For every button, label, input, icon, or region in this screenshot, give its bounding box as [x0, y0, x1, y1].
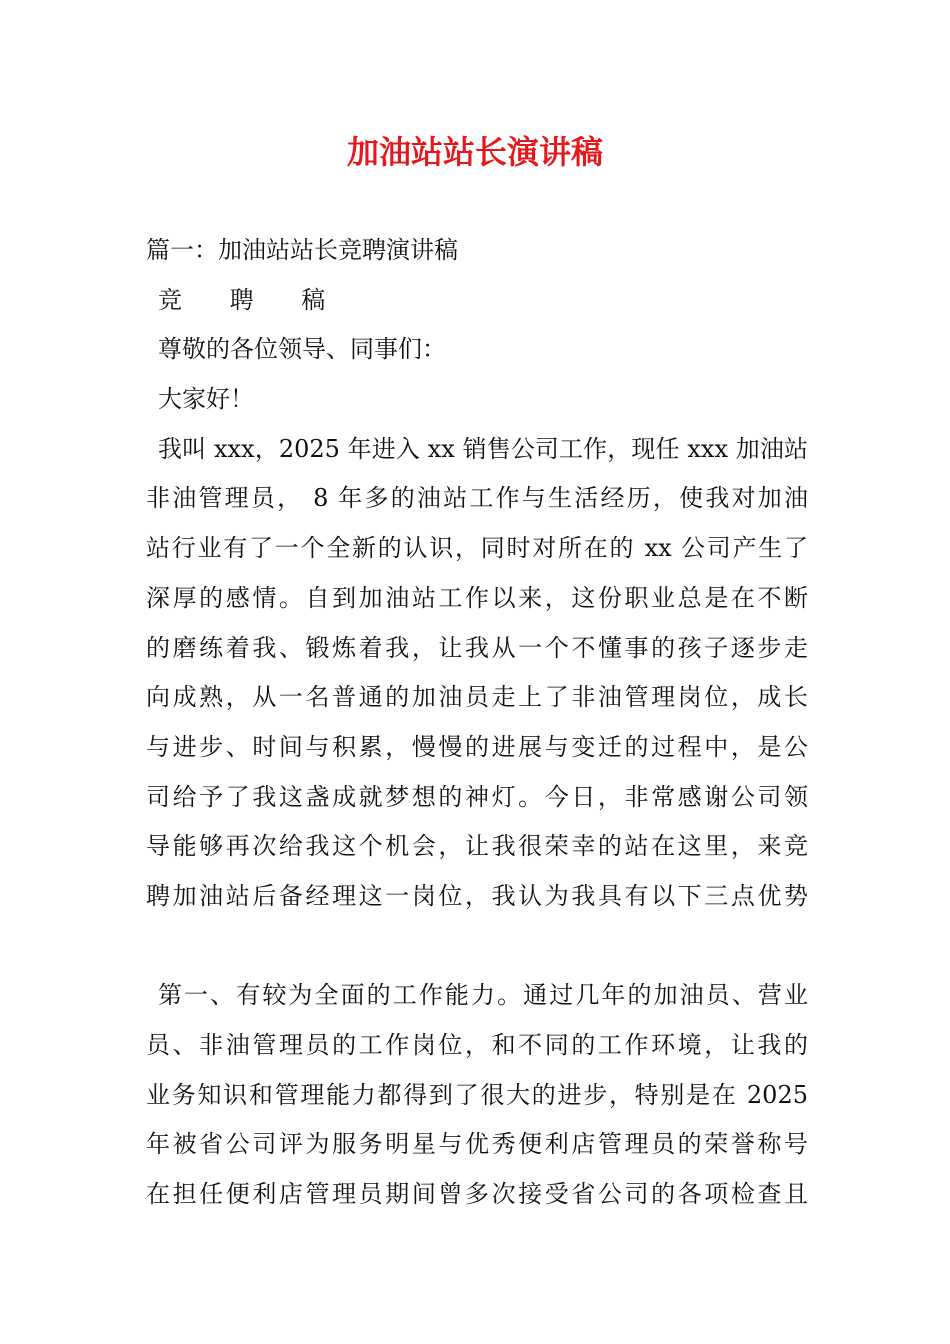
subheading: 竞 聘 稿: [158, 285, 346, 314]
paragraph-line: 我叫 xxx，2025 年进入 xx 销售公司工作，现任 xxx 加油站: [158, 434, 808, 463]
paragraph-line: 与进步、时间与积累，慢慢的进展与变迁的过程中，是公: [146, 732, 808, 761]
paragraph-line: 司给予了我这盏成就梦想的神灯。今日，非常感谢公司领: [146, 782, 808, 811]
paragraph-line: 第一、有较为全面的工作能力。通过几年的加油员、营业: [158, 981, 808, 1010]
paragraph-line: 年被省公司评为服务明星与优秀便利店管理员的荣誉称号: [146, 1130, 808, 1159]
paragraph-line: 向成熟，从一名普通的加油员走上了非油管理岗位，成长: [146, 683, 808, 712]
paragraph-line: 聘加油站后备经理这一岗位，我认为我具有以下三点优势: [146, 881, 808, 910]
greeting: 大家好！: [158, 385, 254, 414]
section-heading: 篇一：加油站站长竞聘演讲稿: [146, 236, 458, 264]
document-title: 加油站站长演讲稿: [346, 133, 603, 171]
paragraph-line: 的磨练着我、锻炼着我，让我从一个不懂事的孩子逐步走: [146, 633, 808, 662]
paragraph-line: 员、非油管理员的工作岗位，和不同的工作环境，让我的: [146, 1031, 808, 1059]
paragraph-line: 导能够再次给我这个机会，让我很荣幸的站在这里，来竞: [146, 832, 808, 861]
paragraph-line: 业务知识和管理能力都得到了很大的进步，特别是在 2025: [146, 1080, 808, 1109]
paragraph-line: 在担任便利店管理员期间曾多次接受省公司的各项检查且: [146, 1180, 808, 1209]
paragraph-line: 深厚的感情。自到加油站工作以来，这份职业总是在不断: [146, 583, 808, 612]
salutation: 尊敬的各位领导、同事们：: [158, 335, 446, 364]
paragraph-gap: [146, 922, 808, 972]
paragraph-line: 非油管理员， 8 年多的油站工作与生活经历，使我对加油: [146, 484, 808, 513]
paragraph-line: 站行业有了一个全新的认识，同时对所在的 xx 公司产生了: [146, 534, 808, 563]
document-body: [146, 226, 808, 1220]
